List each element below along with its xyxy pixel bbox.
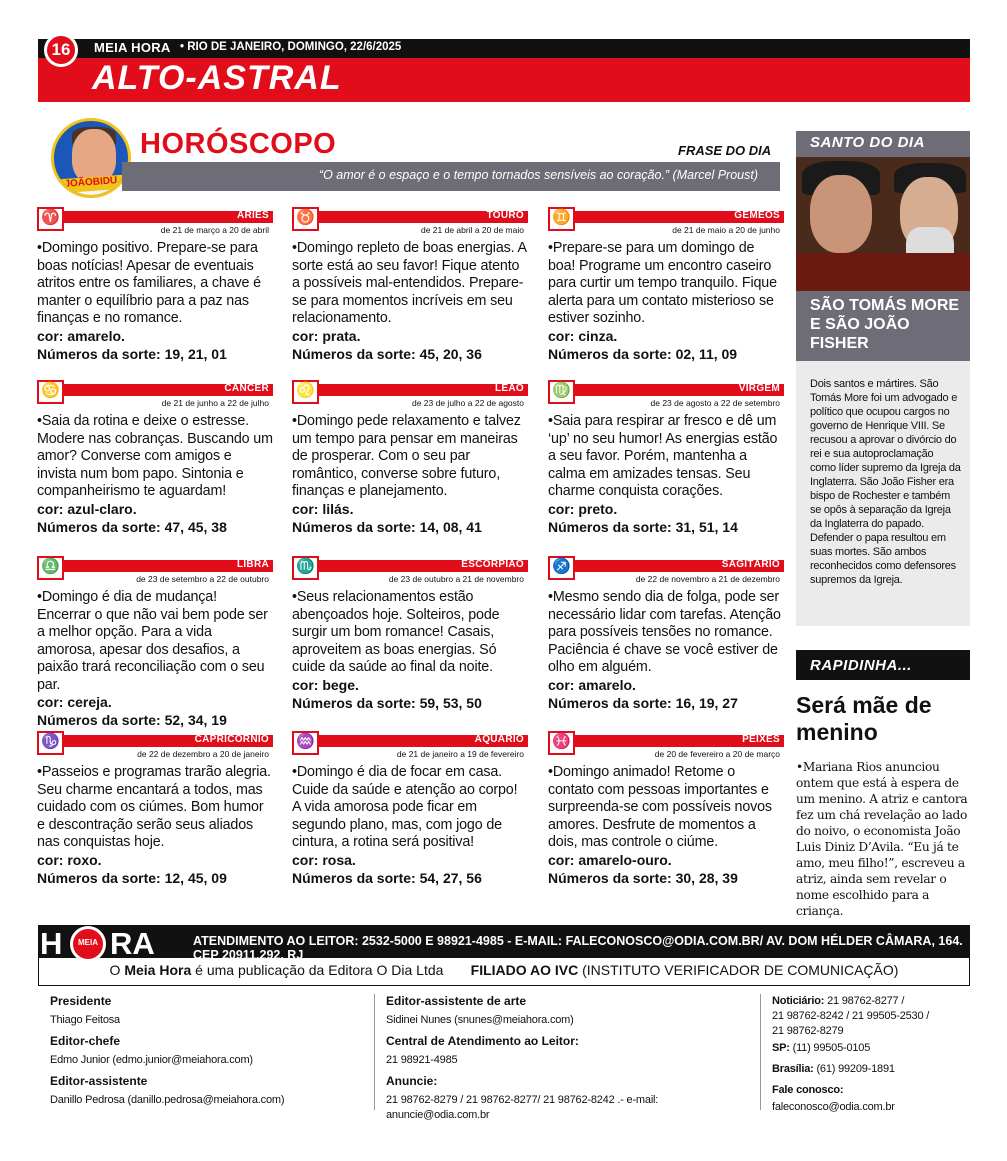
sign-name: AQUÁRIO [474, 734, 524, 745]
credit-label: Editor-chefe [50, 1034, 121, 1048]
zodiac-icon: ♏ [292, 556, 319, 580]
sign-card [292, 560, 528, 712]
zodiac-icon: ♍ [548, 380, 575, 404]
zodiac-icon: ♎ [37, 556, 64, 580]
credit-label: Editor-assistente de arte [386, 994, 527, 1008]
sign-lucky-numbers: Números da sorte: 45, 20, 36 [292, 345, 482, 362]
sign-name: GÊMEOS [734, 210, 780, 221]
credit-value: Danillo Pedrosa (danillo.pedrosa@meiahora.com) [50, 1094, 285, 1106]
logo-h: H [40, 926, 64, 961]
sign-lucky-numbers: Números da sorte: 54, 27, 56 [292, 869, 482, 886]
sign-header [292, 733, 528, 750]
credit-label: Brasília: [772, 1063, 814, 1075]
frase-label: FRASE DO DIA [678, 143, 772, 158]
sign-card [292, 211, 528, 363]
sign-text: •Domingo é dia de focar em casa. Cuide da saúde e atenção ao corpo! A vida amorosa pode ficar em segundo plano, mas, com jogo de cintura, a rotina será positiva! [292, 764, 518, 850]
zodiac-icon: ♊ [548, 207, 575, 231]
sign-name: LIBRA [236, 559, 269, 570]
sign-color: cor: cinza. [548, 327, 618, 344]
credits [38, 986, 970, 1121]
brand-name: MEIA HORA [94, 40, 171, 55]
top-header-bar [38, 39, 970, 58]
sign-name: LEÃO [495, 383, 524, 394]
credit-value: Edmo Junior (edmo.junior@meiahora.com) [50, 1054, 253, 1066]
saint-robe [796, 253, 970, 291]
sign-color: cor: roxo. [37, 851, 102, 868]
filiado-label: FILIADO AO IVC [470, 962, 579, 978]
sign-name: ÁRIES [236, 210, 269, 221]
sign-name: SAGITÁRIO [721, 559, 780, 570]
sign-name: TOURO [486, 210, 524, 221]
saint-face-left [810, 175, 872, 253]
rapidinha-text: •Mariana Rios anunciou ontem que está à espera de um menino. A atriz e cantora fez um chá revelação ao lado do noivo, o economista João Luis Diniz D’Avila. “Eu já te amo, meu filho!”, escreveu a atriz, ainda sem revelar o nome escolhido para a criança. [796, 760, 968, 918]
sign-header [37, 382, 273, 399]
quote-bar [122, 162, 780, 191]
credit-value: (61) 99209-1891 [816, 1063, 895, 1075]
sign-date-range: de 21 de abril a 20 de maio [420, 225, 524, 235]
publisher-line [38, 958, 970, 986]
credits-divider [760, 994, 761, 1110]
credit-label: Central de Atendimento ao Leitor: [386, 1034, 579, 1048]
logo-ra: RA [110, 926, 155, 961]
filiado-rest: (INSTITUTO VERIFICADOR DE COMUNICAÇÃO) [578, 962, 899, 978]
sign-date-range: de 23 de outubro a 21 de novembro [388, 574, 524, 584]
columnist-avatar [51, 118, 131, 198]
sign-color: cor: prata. [292, 327, 361, 344]
rapidinha-label: RAPIDINHA... [796, 650, 970, 680]
credit-value: Thiago Feitosa [50, 1014, 120, 1026]
sign-card [37, 384, 273, 536]
rapidinha-title: Será mãe de menino [796, 692, 932, 745]
meia-hora-logo [38, 921, 178, 962]
columnist-badge: JOÃOBIDU [54, 174, 129, 193]
santo-name: SÃO TOMÁS MORE E SÃO JOÃO FISHER [796, 291, 970, 361]
sign-color: cor: azul-claro. [37, 500, 137, 517]
sign-text: •Domingo pede relaxamento e talvez um tempo para pensar em maneiras de prosperar. Com o seu par romântico, converse sobre futuro, finanças e planejamento. [292, 413, 521, 499]
pub-post: é uma publicação da Editora O Dia Ltda [191, 962, 444, 978]
sign-card [548, 211, 784, 363]
sign-date-range: de 21 de março a 20 de abril [160, 225, 269, 235]
zodiac-icon: ♉ [292, 207, 319, 231]
credits-column-1 [50, 994, 370, 1108]
sign-date-range: de 21 de maio a 20 de junho [672, 225, 780, 235]
sign-text: •Domingo animado! Retome o contato com pessoas importantes e surpreenda-se com possíveis novos amores. Desfrute de momentos a dois, mas controle o ciúme. [548, 764, 772, 850]
sign-lucky-numbers: Números da sorte: 14, 08, 41 [292, 518, 482, 535]
horoscope-title: HORÓSCOPO [140, 128, 337, 160]
credit-value: 21 98762-8279 / 21 98762-8277/ 21 98762-8242 .- e-mail: anuncie@odia.com.br [386, 1094, 659, 1121]
sign-date-range: de 23 de agosto a 22 de setembro [650, 398, 780, 408]
sign-card [37, 211, 273, 363]
quote-text: “O amor é o espaço e o tempo tornados sensíveis ao coração.” (Marcel Proust) [318, 168, 758, 182]
sign-lucky-numbers: Números da sorte: 31, 51, 14 [548, 518, 738, 535]
credit-value: 21 98762-8279 [772, 1025, 844, 1037]
zodiac-icon: ♑ [37, 731, 64, 755]
atendimento-line: ATENDIMENTO AO LEITOR: 2532-5000 E 98921-4985 - E-MAIL: FALECONOSCO@ODIA.COM.BR/ AV. DOM HÉLDER CÂMARA, 164. CEP 20911.292, RJ [193, 934, 963, 962]
sign-date-range: de 21 de junho a 22 de julho [161, 398, 269, 408]
credit-label: Editor-assistente [50, 1074, 148, 1088]
credit-label: SP: [772, 1042, 790, 1054]
credits-column-2 [386, 994, 761, 1123]
zodiac-icon: ♈ [37, 207, 64, 231]
zodiac-icon: ♒ [292, 731, 319, 755]
santo-text: Dois santos e mártires. São Tomás More foi um advogado e político que ocupou cargos no governo de Henrique VIII. Se recusou a aprovar o divórcio do rei e sua autoproclamação como líder supremo da Igreja da Inglaterra. São João Fisher era bispo de Rochester e também se opôs à separação da Igreja da Inglaterra do papado. Defender o papa resultou em suas mortes. São ambos reconhecidos como defensores supremos da Igreja. [796, 361, 970, 626]
zodiac-icon: ♓ [548, 731, 575, 755]
sign-header [292, 209, 528, 226]
sign-date-range: de 22 de dezembro a 20 de janeiro [137, 749, 269, 759]
sign-color: cor: preto. [548, 500, 618, 517]
credit-value: Sidinei Nunes (snunes@meiahora.com) [386, 1014, 574, 1026]
sign-header [37, 733, 273, 750]
sign-header [548, 733, 784, 750]
sign-lucky-numbers: Números da sorte: 52, 34, 19 [37, 712, 227, 728]
sign-card [292, 735, 528, 887]
sign-color: cor: amarelo. [37, 327, 125, 344]
page-number: 16 [44, 33, 78, 67]
sign-header [292, 558, 528, 575]
zodiac-icon: ♐ [548, 556, 575, 580]
sign-color: cor: bege. [292, 676, 359, 693]
sign-text: •Domingo repleto de boas energias. A sorte está ao seu favor! Fique atento a possíveis mal-entendidos. Prepare-se para momentos incríveis em seu relacionamento. [292, 240, 527, 326]
sign-color: cor: rosa. [292, 851, 356, 868]
sign-text: •Seus relacionamentos estão abençoados hoje. Solteiros, pode surgir um bom romance! Casais, aproveitem as boas energias. Só cuide da saúde ao final da noite. [292, 589, 500, 675]
credits-column-3 [772, 994, 968, 1115]
sign-lucky-numbers: Números da sorte: 30, 28, 39 [548, 869, 738, 886]
sign-color: cor: cereja. [37, 694, 112, 710]
sign-date-range: de 21 de janeiro a 19 de fevereiro [396, 749, 524, 759]
sign-lucky-numbers: Números da sorte: 19, 21, 01 [37, 345, 227, 362]
section-title: ALTO-ASTRAL [92, 59, 342, 97]
sign-date-range: de 23 de setembro a 22 de outubro [136, 574, 269, 584]
sign-card [548, 560, 784, 712]
sign-text: •Domingo é dia de mudança! Encerrar o que não vai bem pode ser a melhor opção. Para a vida amorosa, apesar dos desafios, a paixão trará reconciliação com o seu par. [37, 589, 268, 693]
sign-text: •Saia da rotina e deixe o estresse. Modere nas cobranças. Buscando um amor? Converse com amigos e invista num bom papo. Sintonia e companheirismo te aguardam! [37, 413, 273, 499]
sign-color: cor: amarelo. [548, 676, 636, 693]
sign-lucky-numbers: Números da sorte: 02, 11, 09 [548, 345, 738, 362]
zodiac-icon: ♋ [37, 380, 64, 404]
sign-date-range: de 22 de novembro a 21 de dezembro [635, 574, 780, 584]
pub-brand: Meia Hora [124, 962, 192, 978]
credit-value: (11) 99505-0105 [792, 1042, 871, 1054]
sign-header [37, 209, 273, 226]
section-banner [38, 58, 970, 102]
zodiac-icon: ♌ [292, 380, 319, 404]
sign-lucky-numbers: Números da sorte: 16, 19, 27 [548, 694, 738, 711]
sign-name: VIRGEM [738, 383, 780, 394]
sign-name: ESCORPIÃO [461, 559, 524, 570]
sign-date-range: de 20 de fevereiro a 20 de março [654, 749, 780, 759]
sign-lucky-numbers: Números da sorte: 59, 53, 50 [292, 694, 482, 711]
sign-header [292, 382, 528, 399]
sign-text: •Saia para respirar ar fresco e dê um ‘up’ no seu humor! As energias estão a seu favor. Porém, mantenha a calma em amizades tensas. Seu charme conquista corações. [548, 413, 778, 499]
credit-value: faleconosco@odia.com.br [772, 1101, 895, 1113]
sign-name: CAPRICÓRNIO [194, 734, 269, 745]
credits-divider [374, 994, 375, 1110]
sign-lucky-numbers: Números da sorte: 47, 45, 38 [37, 518, 227, 535]
credit-value: 21 98762-8242 / 21 99505-2530 / [772, 1010, 930, 1022]
credit-value: 21 98921-4985 [386, 1054, 458, 1066]
sign-card [548, 735, 784, 887]
sign-card [37, 560, 273, 729]
sign-header [548, 382, 784, 399]
credit-label: Presidente [50, 994, 112, 1008]
sign-card [37, 735, 273, 887]
saints-portrait [796, 157, 970, 291]
sign-text: •Mesmo sendo dia de folga, pode ser necessário lidar com tarefas. Atenção para possíveis tensões no romance. Paciência é chave se você estiver de olho em alguém. [548, 589, 781, 675]
sign-header [548, 209, 784, 226]
sign-name: CÂNCER [224, 383, 269, 394]
credit-value: 21 98762-8277 / [827, 995, 905, 1007]
sign-lucky-numbers: Números da sorte: 12, 45, 09 [37, 869, 227, 886]
sign-header [548, 558, 784, 575]
credit-label: Fale conosco: [772, 1084, 844, 1096]
sign-text: •Passeios e programas trarão alegria. Seu charme encantará a todos, mas cuidado com os ciúmes. Bom humor e descontração serão seus aliados nas conquistas hoje. [37, 764, 271, 850]
sign-card [292, 384, 528, 536]
sign-name: PEIXES [742, 734, 780, 745]
sign-text: •Domingo positivo. Prepare-se para boas notícias! Apesar de eventuais atritos entre os familiares, a chave é manter o equilíbrio para a paz nas finanças e no romance. [37, 240, 261, 326]
pub-pre: O [109, 962, 125, 978]
santo-label: SANTO DO DIA [796, 131, 970, 157]
sign-text: •Prepare-se para um domingo de boa! Programe um encontro caseiro para curtir um tempo tranquilo. Fique alerta para um contato misterioso se estiver sozinho. [548, 240, 777, 326]
sign-header [37, 558, 273, 575]
logo-meia: MEIA [78, 938, 98, 947]
credit-label: Noticiário: [772, 995, 825, 1007]
sign-color: cor: amarelo-ouro. [548, 851, 672, 868]
credit-label: Anuncie: [386, 1074, 438, 1088]
sign-card [548, 384, 784, 536]
dateline: • RIO DE JANEIRO, DOMINGO, 22/6/2025 [180, 41, 402, 53]
sign-color: cor: lilás. [292, 500, 354, 517]
sign-date-range: de 23 de julho a 22 de agosto [411, 398, 524, 408]
